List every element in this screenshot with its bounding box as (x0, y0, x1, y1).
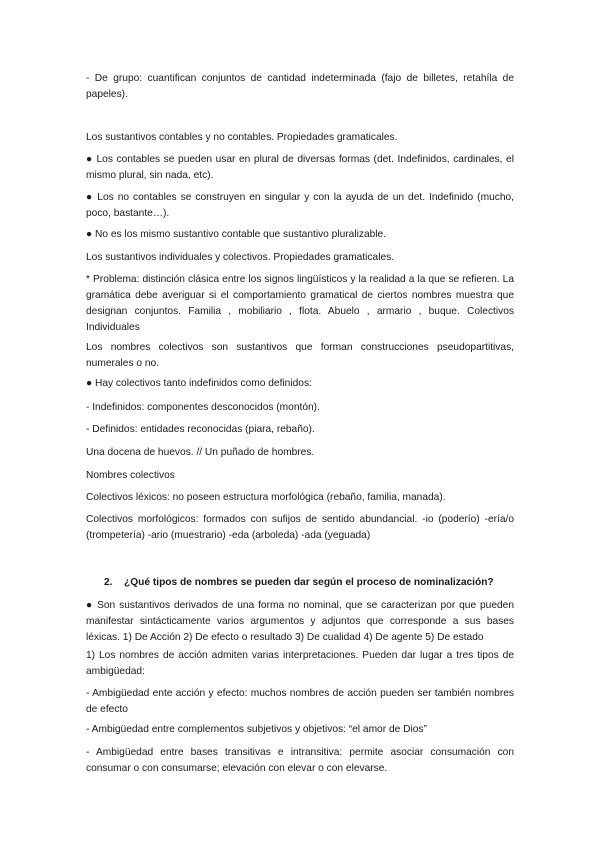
paragraph-hay-colectivos: ● Hay colectivos tanto indefinidos como definidos: (86, 378, 312, 389)
paragraph-indefinidos: - Indefinidos: componentes desconocidos (montón). (86, 402, 320, 413)
paragraph-contables: ● Los contables se pueden usar en plural de diversas formas (det. Indefinidos, cardinales, el mismo plural, sin nada, etc). (86, 154, 514, 181)
paragraph-definidos: - Definidos: entidades reconocidas (piara, rebaño). (86, 424, 315, 435)
paragraph-de-grupo: - De grupo: cuantifican conjuntos de cantidad indeterminada (fajo de billetes, retahíla de papeles). (86, 73, 514, 100)
paragraph-nombres-colectivos: Nombres colectivos (86, 470, 175, 481)
paragraph-ambiguedad-complementos: - Ambigüedad entre complementos subjetivos y objetivos: “el amor de Dios” (86, 724, 427, 735)
paragraph-sustantivos-derivados: ● Son sustantivos derivados de una forma no nominal, que se caracterizan por que pueden manifestar sintácticamente varios argumentos y adjuntos que corresponde a sus bases léxicas. 1) De Acción 2) De efecto o resultado 3) De cualidad 4) De agente 5) De estado (86, 600, 514, 643)
paragraph-ambiguedad-accion-efecto: - Ambigüedad ente acción y efecto: muchos nombres de acción pueden ser también nombres de efecto (86, 688, 514, 715)
section-number: 2. (104, 577, 113, 588)
paragraph-ambiguedad-bases: - Ambigüedad entre bases transitivas e intransitiva: permite asociar consumación con consumar o con consumarse; elevación con elevar o con elevarse. (86, 747, 514, 774)
paragraph-contables-title: Los sustantivos contables y no contables. Propiedades gramaticales. (86, 132, 398, 143)
paragraph-docena: Una docena de huevos. // Un puñado de hombres. (86, 447, 315, 458)
paragraph-problema: * Problema: distinción clásica entre los signos lingüísticos y la realidad a la que se refieren. La gramática debe averiguar si el comportamiento gramatical de ciertos nombres muestra que designan conjuntos. Familia , mobiliario , flota. Abuelo , armario , buque. Colectivos Individuales (86, 274, 514, 333)
paragraph-pluralizable: ● No es los mismo sustantivo contable que sustantivo pluralizable. (86, 229, 387, 240)
paragraph-individuales-title: Los sustantivos individuales y colectivos. Propiedades gramaticales. (86, 252, 395, 263)
section-title: ¿Qué tipos de nombres se pueden dar según el proceso de nominalización? (124, 577, 494, 588)
paragraph-colectivos-morfologicos: Colectivos morfológicos: formados con sufijos de sentido abundancial. -io (poderío) -ería/o (trompetería) -ario (muestrario) -eda (arboleda) -ada (yeguada) (86, 514, 514, 541)
section-heading (86, 575, 514, 591)
paragraph-colectivos-lexicos: Colectivos léxicos: no poseen estructura morfológica (rebaño, familia, manada). (86, 492, 446, 503)
paragraph-no-contables: ● Los no contables se construyen en singular y con la ayuda de un det. Indefinido (mucho, poco, bastante…). (86, 192, 514, 219)
paragraph-nombres-accion: 1) Los nombres de acción admiten varias interpretaciones. Pueden dar lugar a tres tipos de ambigüedad: (86, 650, 514, 677)
paragraph-colectivos-def: Los nombres colectivos son sustantivos que forman construcciones pseudopartitivas, numerales o no. (86, 342, 514, 369)
